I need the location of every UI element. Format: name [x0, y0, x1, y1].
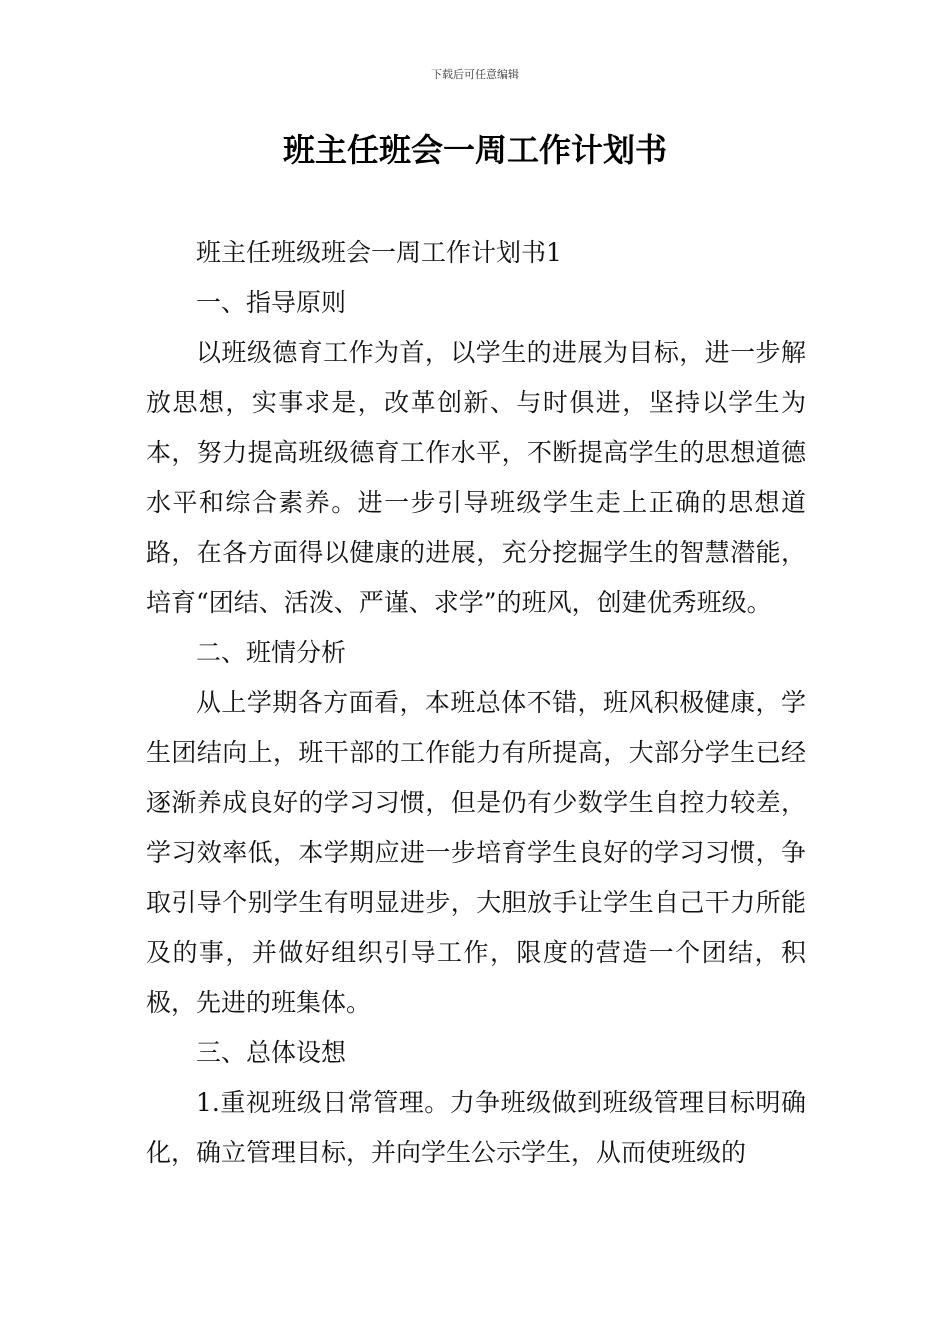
document-title: 班主任班会一周工作计划书: [282, 131, 667, 169]
section-heading-overall-plan: 三、总体设想: [196, 1038, 347, 1067]
paragraph-guiding-principles: 以班级德育工作为首，以学生的进展为目标，进一步解放思想，实事求是，改革创新、与时俱进，坚持以学生为本，努力提高班级德育工作水平，不断提高学生的思想道德水平和综合素养。进一步引导班级学生走上正确的思想道路，在各方面得以健康的进展，充分挖掘学生的智慧潜能，培育“团结、活泼、严谨、求学”的班风，创建优秀班级。: [146, 338, 806, 617]
section-heading-guiding-principles: 一、指导原则: [196, 288, 347, 317]
paragraph-overall-plan-item-1: 1.重视班级日常管理。力争班级做到班级管理目标明确化，确立管理目标，并向学生公示学生，从而使班级的: [146, 1088, 806, 1167]
document-body: [146, 228, 806, 1178]
paragraph-class-analysis: 从上学期各方面看，本班总体不错，班风积极健康，学生团结向上，班干部的工作能力有所提高，大部分学生已经逐渐养成良好的学习习惯，但是仍有少数学生自控力较差，学习效率低，本学期应进一步培育学生良好的学习习惯，争取引导个别学生有明显进步，大胆放手让学生自己干力所能及的事，并做好组织引导工作，限度的营造一个团结，积极，先进的班集体。: [146, 688, 806, 1017]
header-note: 下载后可任意编辑: [431, 68, 519, 81]
section-heading-plan: 班主任班级班会一周工作计划书1: [196, 238, 562, 267]
section-heading-class-analysis: 二、班情分析: [196, 638, 347, 667]
